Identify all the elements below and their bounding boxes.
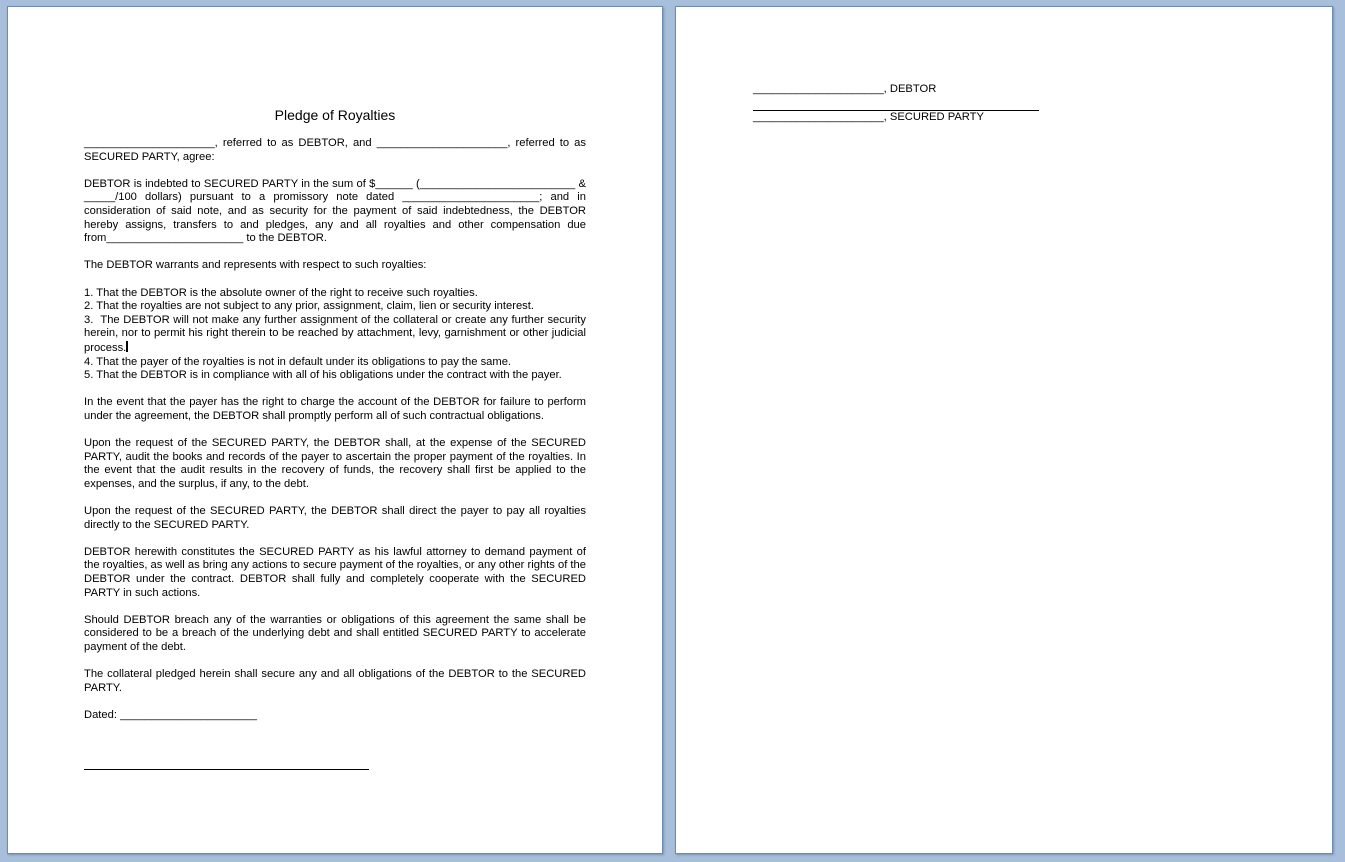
list-item: 1. That the DEBTOR is the absolute owner of the right to receive such royalties. [84,286,478,299]
debtor-signature-line: _____________________, DEBTOR [753,83,937,95]
audit-paragraph: Upon the request of the SECURED PARTY, the DEBTOR shall, at the expense of the SECURED PARTY, audit the books and records of the payer to ascertain the proper payment of the royalties. In the event that the audit results in the recovery of funds, the recovery shall first be applied to the expenses, and the surplus, if any, to the debt. [84,437,590,490]
list-item: 2. That the royalties are not subject to any prior, assignment, claim, lien or security interest. [84,300,534,313]
direct-payment-paragraph: Upon the request of the SECURED PARTY, the DEBTOR shall direct the payer to pay all royalties directly to the SECURED PARTY. [84,505,590,531]
indebtedness-paragraph: DEBTOR is indebted to SECURED PARTY in the sum of $______ (_________________________ & _____/100 dollars) pursuant to a promissory note dated ______________________; and in consideration of said note, and as security for the payment of said indebtedness, the DEBTOR hereby assigns, transfers to and pledges, any and all royalties and other compensation due from______________________ to the DEBTOR. [84,177,590,245]
list-item-text: 3. The DEBTOR will not make any further assignment of the collateral or create any further security herein, nor to permit his right therein to be reached by attachment, levy, garnishment or other judicial process. [84,313,590,354]
payer-charge-paragraph: In the event that the payer has the right to charge the account of the DEBTOR for failure to perform under the agreement, the DEBTOR shall promptly perform all of such contractual obligations. [84,396,590,422]
warranties-list [84,286,590,383]
document-page-1[interactable] [7,6,663,854]
document-body[interactable] [84,107,590,770]
parties-paragraph: _____________________, referred to as DEBTOR, and _____________________, referred to as SECURED PARTY, agree: [84,137,590,163]
document-page-2[interactable] [675,6,1333,854]
secured-party-signature-line: _____________________, SECURED PARTY [753,110,984,123]
attorney-paragraph: DEBTOR herewith constitutes the SECURED PARTY as his lawful attorney to demand payment of the royalties, as well as bring any actions to secure payment of the royalties, or any other rights of the DEBTOR under the contract. DEBTOR shall fully and completely cooperate with the SECURED PARTY in such actions. [84,545,590,599]
list-item [84,313,590,356]
signature-block [753,83,1039,124]
text-cursor [126,341,128,352]
list-item: 5. That the DEBTOR is in compliance with all of his obligations under the contract with the payer. [84,369,562,382]
breach-paragraph: Should DEBTOR breach any of the warranties or obligations of this agreement the same shall be considered to be a breach of the underlying debt and shall entitled SECURED PARTY to accelerate payment of the debt. [84,613,590,653]
warranties-intro-paragraph: The DEBTOR warrants and represents with respect to such royalties: [84,259,427,272]
document-title: Pledge of Royalties [274,107,396,123]
list-item: 4. That the payer of the royalties is not in default under its obligations to pay the same. [84,355,512,368]
collateral-paragraph: The collateral pledged herein shall secure any and all obligations of the DEBTOR to the SECURED PARTY. [84,668,590,694]
signature-line [84,769,369,770]
dated-line: Dated: ______________________ [84,708,257,721]
